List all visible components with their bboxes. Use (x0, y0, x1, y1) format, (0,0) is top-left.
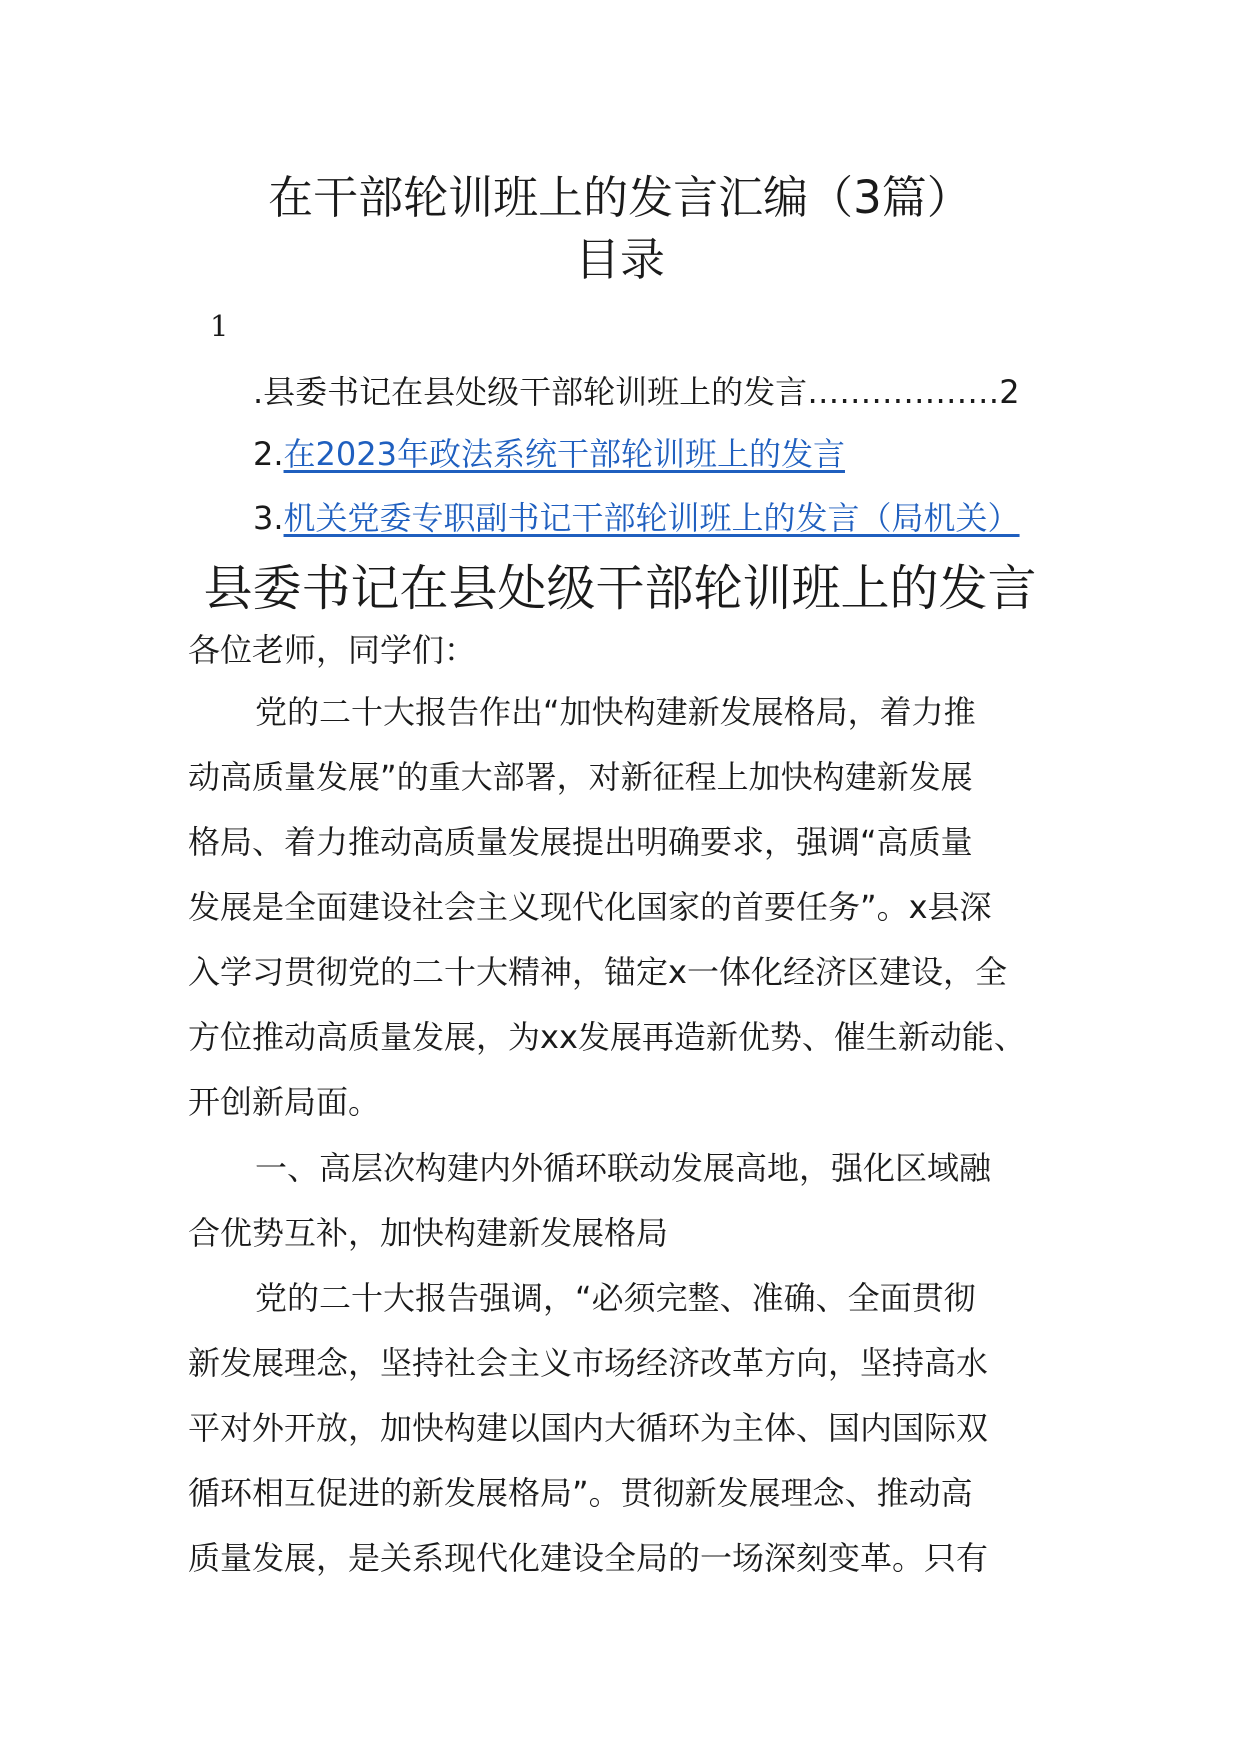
paragraph-1-line: 入学习贯彻党的二十大精神，锚定x一体化经济区建设，全 (188, 953, 1007, 991)
paragraph-2-line: 质量发展，是关系现代化建设全局的一场深刻变革。只有 (188, 1539, 989, 1577)
toc-item-1-page: 2 (999, 373, 1020, 411)
toc-item-1-leader: ……………… (807, 373, 1000, 411)
toc-list-marker: 1 (210, 309, 229, 343)
subheading-1-line: 合优势互补，加快构建新发展格局 (188, 1214, 669, 1252)
subheading-1-line: 一、高层次构建内外循环联动发展高地，强化区域融 (255, 1149, 992, 1187)
toc-item-2-link[interactable]: 在2023年政法系统干部轮训班上的发言 (283, 435, 845, 473)
paragraph-1-line: 格局、着力推动高质量发展提出明确要求，强调“高质量 (188, 823, 973, 861)
toc-item-3-number: 3. (253, 499, 284, 537)
document-title: 在干部轮训班上的发言汇编（3篇） (268, 171, 972, 224)
toc-item-3-link[interactable]: 机关党委专职副书记干部轮训班上的发言（局机关） (283, 499, 1020, 537)
paragraph-2-line: 平对外开放，加快构建以国内大循环为主体、国内国际双 (188, 1409, 989, 1447)
toc-item-3 (253, 496, 1020, 540)
paragraph-1-line: 方位推动高质量发展，为xx发展再造新优势、催生新动能、 (188, 1018, 1026, 1056)
paragraph-2-line: 循环相互促进的新发展格局”。贯彻新发展理念、推动高 (188, 1474, 973, 1512)
toc-item-1[interactable] (253, 370, 1020, 414)
section-title: 县委书记在县处级干部轮训班上的发言 (203, 560, 1037, 617)
toc-item-2-number: 2. (253, 435, 284, 473)
paragraph-2-line: 新发展理念，坚持社会主义市场经济改革方向，坚持高水 (188, 1344, 989, 1382)
paragraph-2-line: 党的二十大报告强调，“必须完整、准确、全面贯彻 (255, 1279, 976, 1317)
toc-item-2 (253, 432, 845, 476)
paragraph-1-line: 发展是全面建设社会主义现代化国家的首要任务”。x县深 (188, 888, 992, 926)
paragraph-1-line: 动高质量发展”的重大部署，对新征程上加快构建新发展 (188, 758, 973, 796)
paragraph-1-line: 开创新局面。 (188, 1083, 381, 1121)
toc-item-1-text: .县委书记在县处级干部轮训班上的发言 (253, 373, 808, 411)
paragraph-1 (188, 680, 1026, 1135)
toc-heading: 目录 (574, 233, 665, 286)
paragraph-2 (188, 1266, 988, 1591)
paragraph-1-line: 党的二十大报告作出“加快构建新发展格局，着力推 (255, 693, 976, 731)
subheading-1 (188, 1136, 991, 1266)
salutation: 各位老师，同学们： (188, 631, 477, 669)
